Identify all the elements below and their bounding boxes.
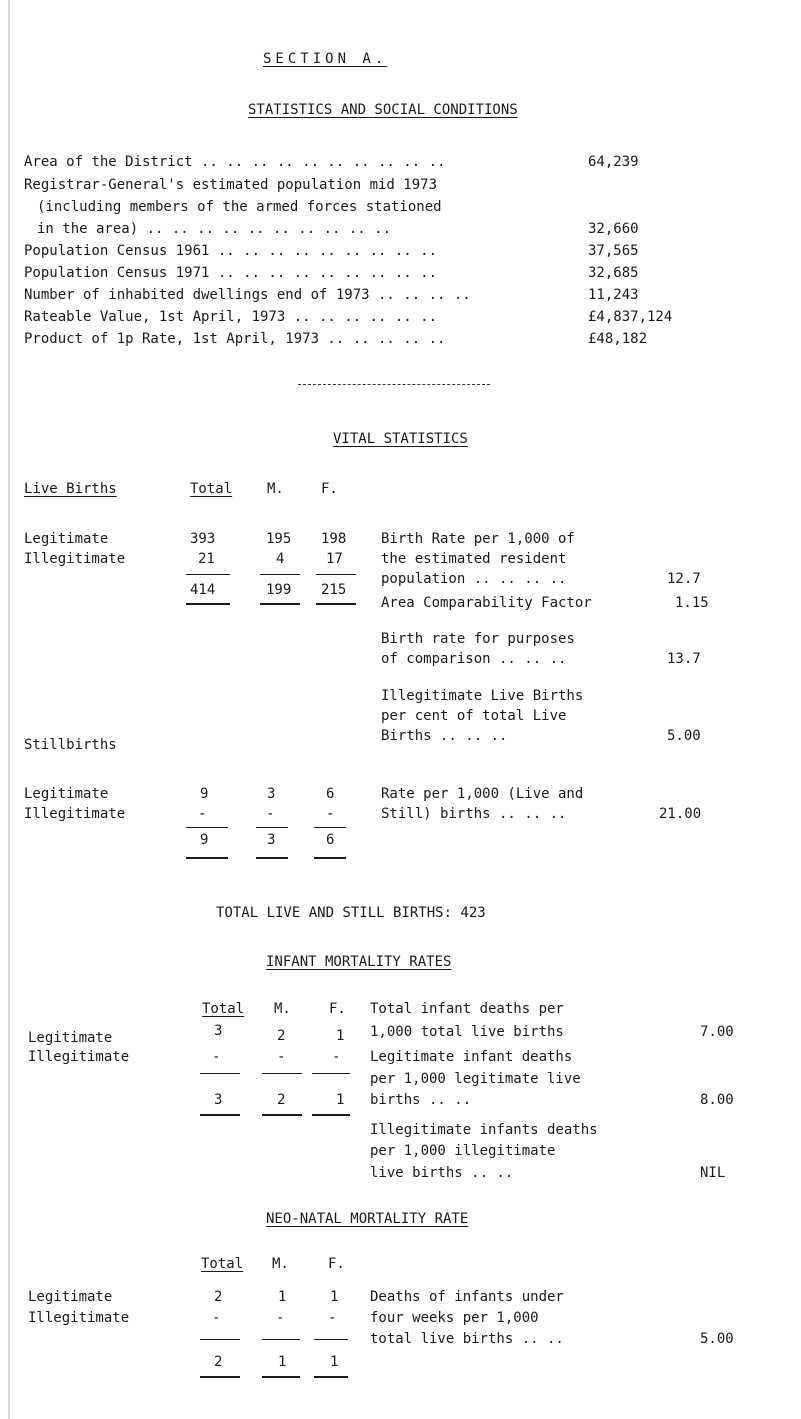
stat-value: £48,182 (588, 331, 648, 347)
total-f: 1 (336, 1092, 345, 1108)
stat-value: 32,660 (588, 221, 639, 237)
total-m: 199 (266, 582, 292, 598)
divider (298, 384, 490, 386)
col-total: Total (202, 1001, 245, 1017)
rule (316, 603, 356, 605)
cell-m: 195 (266, 531, 292, 547)
cell-f: - (328, 1310, 337, 1326)
stat-value: £4,837,124 (588, 309, 673, 325)
stats-heading: STATISTICS AND SOCIAL CONDITIONS (248, 102, 518, 118)
rule (186, 827, 228, 828)
cell-m: - (277, 1049, 286, 1065)
cell-total: - (212, 1049, 221, 1065)
rule (262, 1339, 300, 1340)
note-text: Deaths of infants under (370, 1289, 564, 1305)
cell-total: - (212, 1310, 221, 1326)
cell-f: 198 (321, 531, 347, 547)
stat-label: Rateable Value, 1st April, 1973 .. .. .. .. .. .. (24, 309, 438, 325)
rule (262, 1114, 302, 1116)
rule (256, 827, 288, 828)
cell-f: - (332, 1049, 341, 1065)
note-text: Total infant deaths per (370, 1001, 564, 1017)
note-text: Births .. .. .. (381, 728, 508, 744)
note-text: four weeks per 1,000 (370, 1310, 539, 1326)
cell-total: 3 (214, 1023, 223, 1039)
total-f: 6 (326, 832, 335, 848)
col-f: F. (321, 481, 338, 497)
rule (186, 603, 230, 605)
row-label: Illegitimate (24, 806, 126, 822)
stillbirths-title: Stillbirths (24, 737, 117, 753)
note-text: per cent of total Live (381, 708, 567, 724)
note-text: the estimated resident (381, 551, 567, 567)
cell-m: 3 (267, 786, 276, 802)
stat-value: 11,243 (588, 287, 639, 303)
note-value: 1.15 (675, 595, 709, 611)
vital-heading: VITAL STATISTICS (333, 431, 468, 447)
rule (262, 1376, 300, 1378)
col-m: M. (272, 1256, 289, 1272)
rule (260, 603, 300, 605)
stat-label: Registrar-General's estimated population mid 1973 (24, 177, 438, 193)
note-text: live births .. .. (370, 1165, 514, 1181)
row-label: Illegitimate (28, 1310, 130, 1326)
note-text: Birth Rate per 1,000 of (381, 531, 575, 547)
rule (312, 1073, 350, 1074)
section-heading: SECTION A. (263, 51, 388, 67)
total-total: 3 (214, 1092, 223, 1108)
col-f: F. (329, 1001, 346, 1017)
cell-total: 9 (200, 786, 209, 802)
note-text: Illegitimate infants deaths (370, 1122, 598, 1138)
row-label: Legitimate (28, 1289, 113, 1305)
rule (260, 574, 300, 575)
rule (186, 574, 230, 575)
cell-f: 1 (336, 1028, 345, 1044)
note-value: 12.7 (667, 571, 701, 587)
stat-label: Number of inhabited dwellings end of 1973 .. .. .. .. (24, 287, 471, 303)
cell-total: - (198, 806, 207, 822)
note-text: Legitimate infant deaths (370, 1049, 573, 1065)
rule (200, 1339, 240, 1340)
col-m: M. (274, 1001, 291, 1017)
total-m: 3 (267, 832, 276, 848)
stat-value: 32,685 (588, 265, 639, 281)
note-value: 5.00 (700, 1331, 734, 1347)
note-text: per 1,000 legitimate live (370, 1071, 581, 1087)
note-text: 1,000 total live births (370, 1024, 564, 1040)
stat-label: in the area) .. .. .. .. .. .. .. .. .. .. (37, 221, 392, 237)
col-total: Total (201, 1256, 244, 1272)
cell-m: - (266, 806, 275, 822)
stat-label: Product of 1p Rate, 1st April, 1973 .. .. .. .. .. (24, 331, 446, 347)
rule (312, 1114, 350, 1116)
col-f: F. (328, 1256, 345, 1272)
note-text: Area Comparability Factor (381, 595, 592, 611)
rule (314, 857, 346, 859)
stat-label: Population Census 1961 .. .. .. .. .. .. .. .. .. (24, 243, 438, 259)
cell-m: 2 (277, 1028, 286, 1044)
cell-total: 21 (198, 551, 215, 567)
row-label: Legitimate (24, 786, 109, 802)
neonatal-heading: NEO-NATAL MORTALITY RATE (266, 1211, 469, 1227)
note-text: total live births .. .. (370, 1331, 564, 1347)
cell-m: 4 (276, 551, 285, 567)
live-births-title: Live Births (24, 481, 117, 497)
note-value: NIL (700, 1165, 726, 1181)
rule (200, 1114, 240, 1116)
col-total: Total (190, 481, 233, 497)
infant-heading: INFANT MORTALITY RATES (266, 954, 452, 970)
row-label: Legitimate (24, 531, 109, 547)
stat-value: 37,565 (588, 243, 639, 259)
note-text: births .. .. (370, 1092, 472, 1108)
total-total: 9 (200, 832, 209, 848)
cell-f: 1 (330, 1289, 339, 1305)
total-m: 2 (277, 1092, 286, 1108)
stat-value: 64,239 (588, 154, 639, 170)
note-text: per 1,000 illegitimate (370, 1143, 556, 1159)
total-births: TOTAL LIVE AND STILL BIRTHS: 423 (216, 905, 486, 921)
stat-label: (including members of the armed forces stationed (37, 199, 442, 215)
row-label: Legitimate (28, 1030, 113, 1046)
total-f: 215 (321, 582, 347, 598)
col-m: M. (267, 481, 284, 497)
stat-label: Population Census 1971 .. .. .. .. .. .. .. .. .. (24, 265, 438, 281)
note-value: 13.7 (667, 651, 701, 667)
rule (262, 1073, 302, 1074)
rule (314, 1339, 348, 1340)
cell-f: 6 (326, 786, 335, 802)
binding-edge (8, 0, 10, 1419)
total-f: 1 (330, 1354, 339, 1370)
cell-total: 393 (190, 531, 216, 547)
rule (200, 1376, 240, 1378)
note-text: Rate per 1,000 (Live and (381, 786, 584, 802)
cell-total: 2 (214, 1289, 223, 1305)
note-value: 7.00 (700, 1024, 734, 1040)
note-text: population .. .. .. .. (381, 571, 567, 587)
rule (314, 827, 346, 828)
note-text: of comparison .. .. .. (381, 651, 567, 667)
row-label: Illegitimate (24, 551, 126, 567)
stat-label: Area of the District .. .. .. .. .. .. .. .. .. .. (24, 154, 446, 170)
note-value: 8.00 (700, 1092, 734, 1108)
note-text: Birth rate for purposes (381, 631, 575, 647)
rule (186, 857, 228, 859)
cell-f: - (326, 806, 335, 822)
row-label: Illegitimate (28, 1049, 130, 1065)
total-total: 414 (190, 582, 216, 598)
cell-m: 1 (278, 1289, 287, 1305)
note-value: 21.00 (659, 806, 702, 822)
note-text: Illegitimate Live Births (381, 688, 584, 704)
note-text: Still) births .. .. .. (381, 806, 567, 822)
note-value: 5.00 (667, 728, 701, 744)
rule (200, 1073, 240, 1074)
cell-m: - (276, 1310, 285, 1326)
rule (316, 574, 356, 575)
rule (314, 1376, 348, 1378)
total-total: 2 (214, 1354, 223, 1370)
cell-f: 17 (326, 551, 343, 567)
total-m: 1 (278, 1354, 287, 1370)
rule (256, 857, 288, 859)
